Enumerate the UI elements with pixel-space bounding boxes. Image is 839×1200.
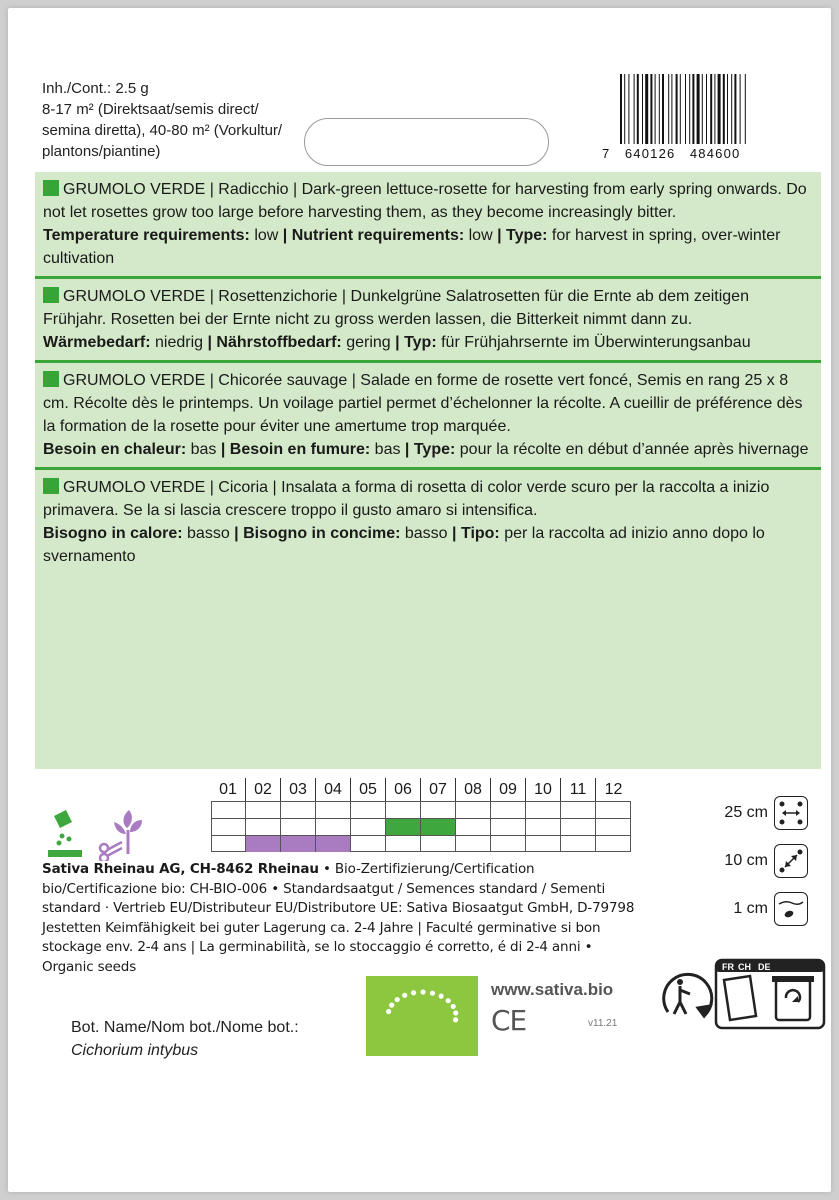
req-value: low: [249, 227, 283, 244]
content-line: 8-17 m² (Direktsaat/semis direct/: [42, 101, 259, 118]
company-text: • Bio-Zertifizierung/Certification bio/Certificazione bio: CH-BIO-006 • Standardsaatgut / Semences standard / Sementi standard · Vertrieb EU/Distributeur EU/Distributore UE: Sativa Biosaatgut GmbH, D-79798 Jestetten Keimfähigkeit bei guter Lagerung ca. 2-4 Jahre | Faculté germinative si bon stockage env. 2-4 ans | La germinabilità, se lo stoccaggio é corretto, é di 2-4 anni • Organic seeds: [42, 861, 635, 975]
barcode-bar: [710, 74, 712, 144]
barcode-bar: [676, 74, 678, 144]
barcode-bars: [602, 74, 782, 148]
req-value: gering: [341, 334, 396, 351]
flag-fr: FR: [722, 962, 734, 972]
calendar-cell: [491, 836, 526, 852]
barcode-bar: [655, 74, 656, 144]
calendar-cell: [386, 802, 421, 818]
barcode-digits: 7 640126 484600: [602, 146, 741, 161]
botanical-name: [71, 1016, 299, 1062]
calendar-month: 12: [604, 781, 623, 798]
description-panel: [35, 172, 821, 769]
sowing-depth-icon: [774, 892, 808, 926]
req-value: for harvest in spring, over-winter cultivation: [43, 227, 781, 267]
req-value: für Frühjahrsernte im Überwinterungsanbau: [436, 334, 751, 351]
company-name: Sativa Rheinau AG, CH-8462 Rheinau: [42, 861, 319, 877]
content-line: semina diretta), 40-80 m² (Vorkultur/: [42, 122, 283, 139]
barcode-bar: [671, 74, 672, 144]
calendar-month: 11: [561, 778, 596, 801]
req-label: | Nutrient requirements:: [282, 227, 465, 244]
ce-mark: CE: [491, 1004, 527, 1037]
req-label: | Besoin en fumure:: [220, 441, 371, 458]
calendar-grid: [211, 801, 631, 869]
calendar-month: 08: [456, 778, 491, 801]
barcode-bar: [692, 74, 694, 144]
website-link[interactable]: www.sativa.bio: [491, 980, 614, 999]
eu-star: [389, 1003, 394, 1008]
calendar-cell: [211, 802, 246, 818]
calendar-cell: [456, 819, 491, 835]
barcode-bar: [624, 74, 625, 144]
barcode-bar: [697, 74, 700, 144]
req-label: Temperature requirements:: [43, 227, 250, 244]
calendar-row: [211, 835, 631, 852]
calendar-cell: [456, 836, 491, 852]
req-label: Wärmebedarf:: [43, 334, 151, 351]
calendar-month: 03: [281, 778, 316, 801]
barcode-bar: [727, 74, 728, 144]
barcode-bar: [668, 74, 669, 144]
req-label: | Typ:: [395, 334, 437, 351]
calendar-cell: [421, 836, 456, 852]
calendar-cell: [351, 836, 386, 852]
calendar-cell: [281, 802, 316, 818]
sowing-icon: [48, 810, 82, 857]
barcode-bar: [706, 74, 707, 144]
calendar-cell: [281, 819, 316, 835]
row-distance-label: 25 cm: [724, 804, 768, 821]
barcode-bar: [718, 74, 721, 144]
eu-star: [411, 990, 416, 995]
calendar-month: 05: [351, 778, 386, 801]
req-value: basso: [400, 525, 453, 542]
description-intro: GRUMOLO VERDE | Cicoria | Insalata a forma di rosetta di color verde scuro per la raccolta a inizio primavera. Se la si lascia crescere troppo il gusto amaro si intensifica.: [43, 479, 770, 519]
barcode-bar: [620, 74, 622, 144]
calendar-cell: [491, 802, 526, 818]
barcode-bar: [714, 74, 715, 144]
content-line: plantons/piantine): [42, 143, 161, 160]
version-label: v11.21: [588, 1018, 618, 1029]
barcode-bar: [628, 74, 629, 144]
barcode-bar: [634, 74, 635, 144]
barcode-bar: [734, 74, 736, 144]
calendar-row: [211, 801, 631, 818]
barcode-bar: [662, 74, 664, 144]
company-info: [42, 860, 642, 977]
description-intro: GRUMOLO VERDE | Rosettenzichorie | Dunkelgrüne Salatrosetten für die Ernte ab dem zeitigen Frühjahr. Rosetten bei der Ernte nicht zu gross werden lassen, die Bitterkeit nimmt dann zu.: [43, 288, 749, 328]
calendar-months: [211, 778, 631, 801]
barcode-bar: [637, 74, 639, 144]
eu-star: [439, 994, 444, 999]
eu-star: [420, 989, 425, 994]
botanical-species: Cichorium intybus: [71, 1042, 199, 1059]
eu-star: [451, 1004, 456, 1009]
calendar-month: 02: [246, 778, 281, 801]
flag-ch: CH: [738, 962, 751, 972]
sowing-calendar: [211, 778, 631, 801]
calendar-month: 06: [386, 778, 421, 801]
barcode-bar: [740, 74, 741, 144]
green-square-icon: [43, 180, 59, 196]
description-fr: [35, 363, 821, 470]
flag-de: DE: [758, 962, 771, 972]
calendar-cell: [526, 836, 561, 852]
calendar-cell: [561, 802, 596, 818]
req-label: | Tipo:: [452, 525, 500, 542]
green-square-icon: [43, 478, 59, 494]
barcode-bar: [689, 74, 690, 144]
plant-distance: [708, 844, 808, 878]
calendar-cell-harvest: [316, 836, 351, 852]
calendar-cell: [596, 802, 631, 818]
content-quantity: [42, 78, 282, 162]
req-value: low: [464, 227, 498, 244]
description-it: [35, 470, 821, 574]
description-de: [35, 279, 821, 363]
calendar-cell: [491, 819, 526, 835]
calendar-month: 07: [421, 778, 456, 801]
barcode-bar: [680, 74, 681, 144]
sowing-harvest-icons: [44, 806, 154, 861]
description-intro: GRUMOLO VERDE | Radicchio | Dark-green lettuce-rosette for harvesting from early spring onwards. Do not let rosettes grow too large before harvesting them, as they become increasingly bitter.: [43, 181, 807, 221]
barcode-bar: [745, 74, 746, 144]
calendar-cell-sowing: [421, 819, 456, 835]
barcode-bar: [642, 74, 643, 144]
harvest-scissors-icon: [100, 810, 142, 861]
triman-icon: [664, 974, 712, 1016]
calendar-cell: [351, 802, 386, 818]
calendar-month: 04: [316, 778, 351, 801]
calendar-cell: [316, 802, 351, 818]
barcode-bar: [702, 74, 703, 144]
description-intro: GRUMOLO VERDE | Chicorée sauvage | Salade en forme de rosette vert foncé, Semis en rang 25 x 8 cm. Récolte dès le printemps. Un voilage partiel permet d’échelonner la récolte. A cueillir de préférence dès la formation de la rosette pour éviter une amertume trop marquée.: [43, 372, 803, 435]
hang-hole: [304, 118, 549, 166]
req-value: bas: [186, 441, 221, 458]
req-label: | Nährstoffbedarf:: [207, 334, 342, 351]
green-square-icon: [43, 371, 59, 387]
req-value: pour la récolte en début d’année après hivernage: [455, 441, 809, 458]
eu-star: [446, 998, 451, 1003]
sowing-depth-label: 1 cm: [733, 900, 768, 917]
req-label: | Type:: [497, 227, 548, 244]
calendar-cell: [596, 836, 631, 852]
eu-star: [453, 1017, 458, 1022]
eu-star: [386, 1009, 391, 1014]
barcode-bar: [650, 74, 652, 144]
packaging-sorting-icon: [716, 960, 824, 1028]
botanical-label: Bot. Name/Nom bot./Nome bot.:: [71, 1019, 299, 1036]
calendar-month: 01: [211, 778, 246, 801]
calendar-cell: [316, 819, 351, 835]
barcode: [602, 74, 782, 164]
eu-star: [402, 993, 407, 998]
eu-organic-logo: [366, 976, 478, 1056]
plant-distance-label: 10 cm: [724, 852, 768, 869]
calendar-cell-harvest: [246, 836, 281, 852]
green-square-icon: [43, 287, 59, 303]
calendar-month: 10: [526, 778, 561, 801]
sowing-depth: [708, 892, 808, 926]
calendar-cell: [351, 819, 386, 835]
description-en: [35, 172, 821, 279]
calendar-cell: [421, 802, 456, 818]
req-label: Bisogno in calore:: [43, 525, 183, 542]
seed-packet-back: [8, 8, 831, 1192]
barcode-bar: [659, 74, 660, 144]
eu-star: [430, 991, 435, 996]
req-label: | Bisogno in concime:: [234, 525, 401, 542]
req-value: bas: [370, 441, 405, 458]
req-label: | Type:: [404, 441, 456, 458]
row-spacing-icon: [774, 796, 808, 830]
calendar-cell: [596, 819, 631, 835]
calendar-cell-harvest: [281, 836, 316, 852]
req-value: niedrig: [150, 334, 208, 351]
plant-spacing-icon: [774, 844, 808, 878]
barcode-bar: [685, 74, 686, 144]
eu-star: [453, 1010, 458, 1015]
calendar-cell: [246, 819, 281, 835]
calendar-cell: [386, 836, 421, 852]
calendar-month: 09: [491, 778, 526, 801]
calendar-cell: [211, 819, 246, 835]
recycling-info: [658, 958, 828, 1030]
row-distance: [708, 796, 808, 830]
calendar-cell: [526, 819, 561, 835]
barcode-bar: [731, 74, 732, 144]
calendar-cell: [456, 802, 491, 818]
calendar-row: [211, 818, 631, 835]
calendar-cell: [246, 802, 281, 818]
calendar-cell-sowing: [386, 819, 421, 835]
calendar-cell: [561, 836, 596, 852]
content-line: Inh./Cont.: 2.5 g: [42, 80, 149, 97]
calendar-cell: [561, 819, 596, 835]
req-value: basso: [182, 525, 235, 542]
eu-star: [395, 997, 400, 1002]
barcode-bar: [645, 74, 648, 144]
calendar-cell: [526, 802, 561, 818]
barcode-bar: [723, 74, 725, 144]
calendar-cell: [211, 836, 246, 852]
req-value: per la raccolta ad inizio anno dopo lo svernamento: [43, 525, 765, 565]
req-label: Besoin en chaleur:: [43, 441, 187, 458]
